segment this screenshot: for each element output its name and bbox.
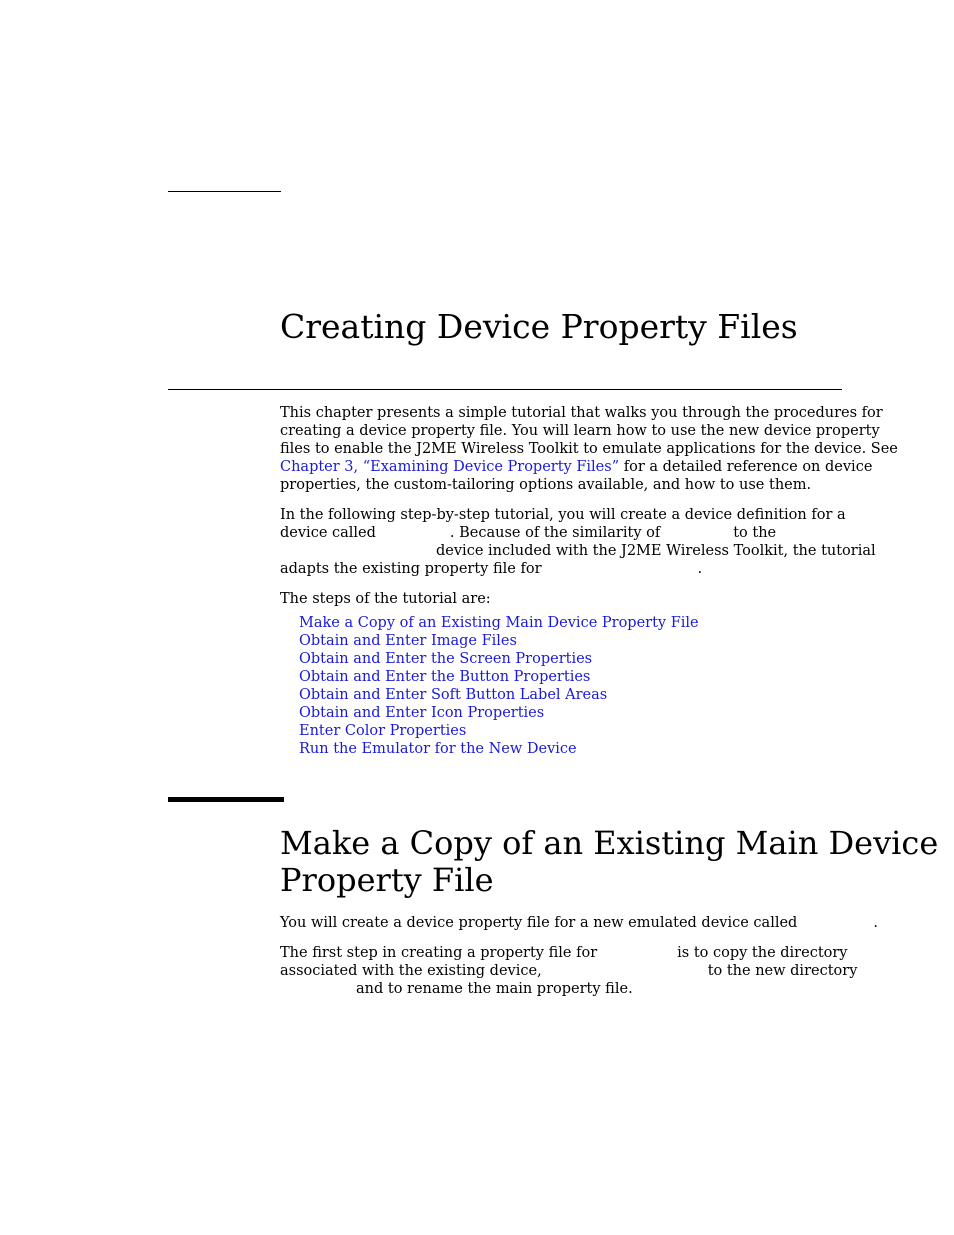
- text-fragment: adapts the existing property file for: [280, 561, 542, 577]
- text-line: [280, 980, 846, 998]
- text-fragment: .: [873, 915, 878, 931]
- section-title: [280, 824, 939, 899]
- text-fragment: and to rename the main property file.: [356, 981, 633, 997]
- text-fragment: for a detailed reference on device: [619, 459, 873, 475]
- list-item: [299, 668, 699, 686]
- text-line: [280, 458, 873, 476]
- text-line: This chapter presents a simple tutorial that walks you through the procedures for: [280, 405, 883, 421]
- text-line: properties, the custom-tailoring options available, and how to use them.: [280, 477, 812, 493]
- text-fragment: to the: [733, 525, 777, 541]
- step-link[interactable]: Obtain and Enter Soft Button Label Areas: [299, 687, 608, 703]
- text-line: [280, 944, 846, 962]
- list-item: [299, 650, 699, 668]
- chapter-title-rule: [168, 389, 842, 390]
- step-link[interactable]: Run the Emulator for the New Device: [299, 741, 577, 757]
- list-item: [299, 704, 699, 722]
- text-fragment: You will create a device property file for a new emulated device called: [280, 915, 798, 931]
- text-fragment: is to copy the directory: [677, 945, 848, 961]
- text-line: files to enable the J2ME Wireless Toolkit to emulate applications for the device. See: [280, 441, 898, 457]
- text-line: [280, 542, 876, 560]
- text-line: [280, 560, 846, 578]
- chapter-top-rule: [168, 191, 281, 192]
- section-paragraph-2: [280, 944, 858, 998]
- intro-paragraph-2: [280, 506, 876, 578]
- list-item: [299, 686, 699, 704]
- section-rule: [168, 797, 284, 802]
- text-line: [280, 524, 846, 542]
- list-item: [299, 740, 699, 758]
- intro-paragraph-1: [280, 404, 898, 494]
- title-line: Make a Copy of an Existing Main Device: [280, 824, 939, 862]
- step-link[interactable]: Obtain and Enter Icon Properties: [299, 705, 545, 721]
- tutorial-steps-list: [299, 614, 699, 758]
- step-link[interactable]: Obtain and Enter Image Files: [299, 633, 517, 649]
- step-link[interactable]: Obtain and Enter the Screen Properties: [299, 651, 593, 667]
- text-fragment: associated with the existing device,: [280, 963, 542, 979]
- text-fragment: . Because of the similarity of: [449, 525, 661, 541]
- text-fragment: to the new directory: [707, 963, 858, 979]
- list-item: [299, 722, 699, 740]
- step-link[interactable]: Make a Copy of an Existing Main Device Property File: [299, 615, 699, 631]
- list-item: [299, 614, 699, 632]
- text-fragment: device called: [280, 525, 376, 541]
- text-fragment: The first step in creating a property file for: [280, 945, 598, 961]
- text-line: [280, 962, 858, 980]
- step-link[interactable]: Obtain and Enter the Button Properties: [299, 669, 591, 685]
- section-paragraph-1: [280, 914, 878, 932]
- step-link[interactable]: Enter Color Properties: [299, 723, 467, 739]
- text-line: In the following step-by-step tutorial, you will create a device definition for a: [280, 507, 846, 523]
- chapter-title: Creating Device Property Files: [280, 307, 798, 346]
- text-line: [280, 914, 878, 932]
- title-line: Property File: [280, 861, 494, 899]
- text-fragment: device included with the J2ME Wireless Toolkit, the tutorial: [436, 543, 876, 559]
- text-fragment: .: [697, 561, 703, 577]
- text-line: creating a device property file. You will learn how to use the new device property: [280, 423, 880, 439]
- chapter-3-link[interactable]: Chapter 3, “Examining Device Property Files”: [280, 459, 620, 475]
- steps-intro: The steps of the tutorial are:: [280, 591, 491, 607]
- list-item: [299, 632, 699, 650]
